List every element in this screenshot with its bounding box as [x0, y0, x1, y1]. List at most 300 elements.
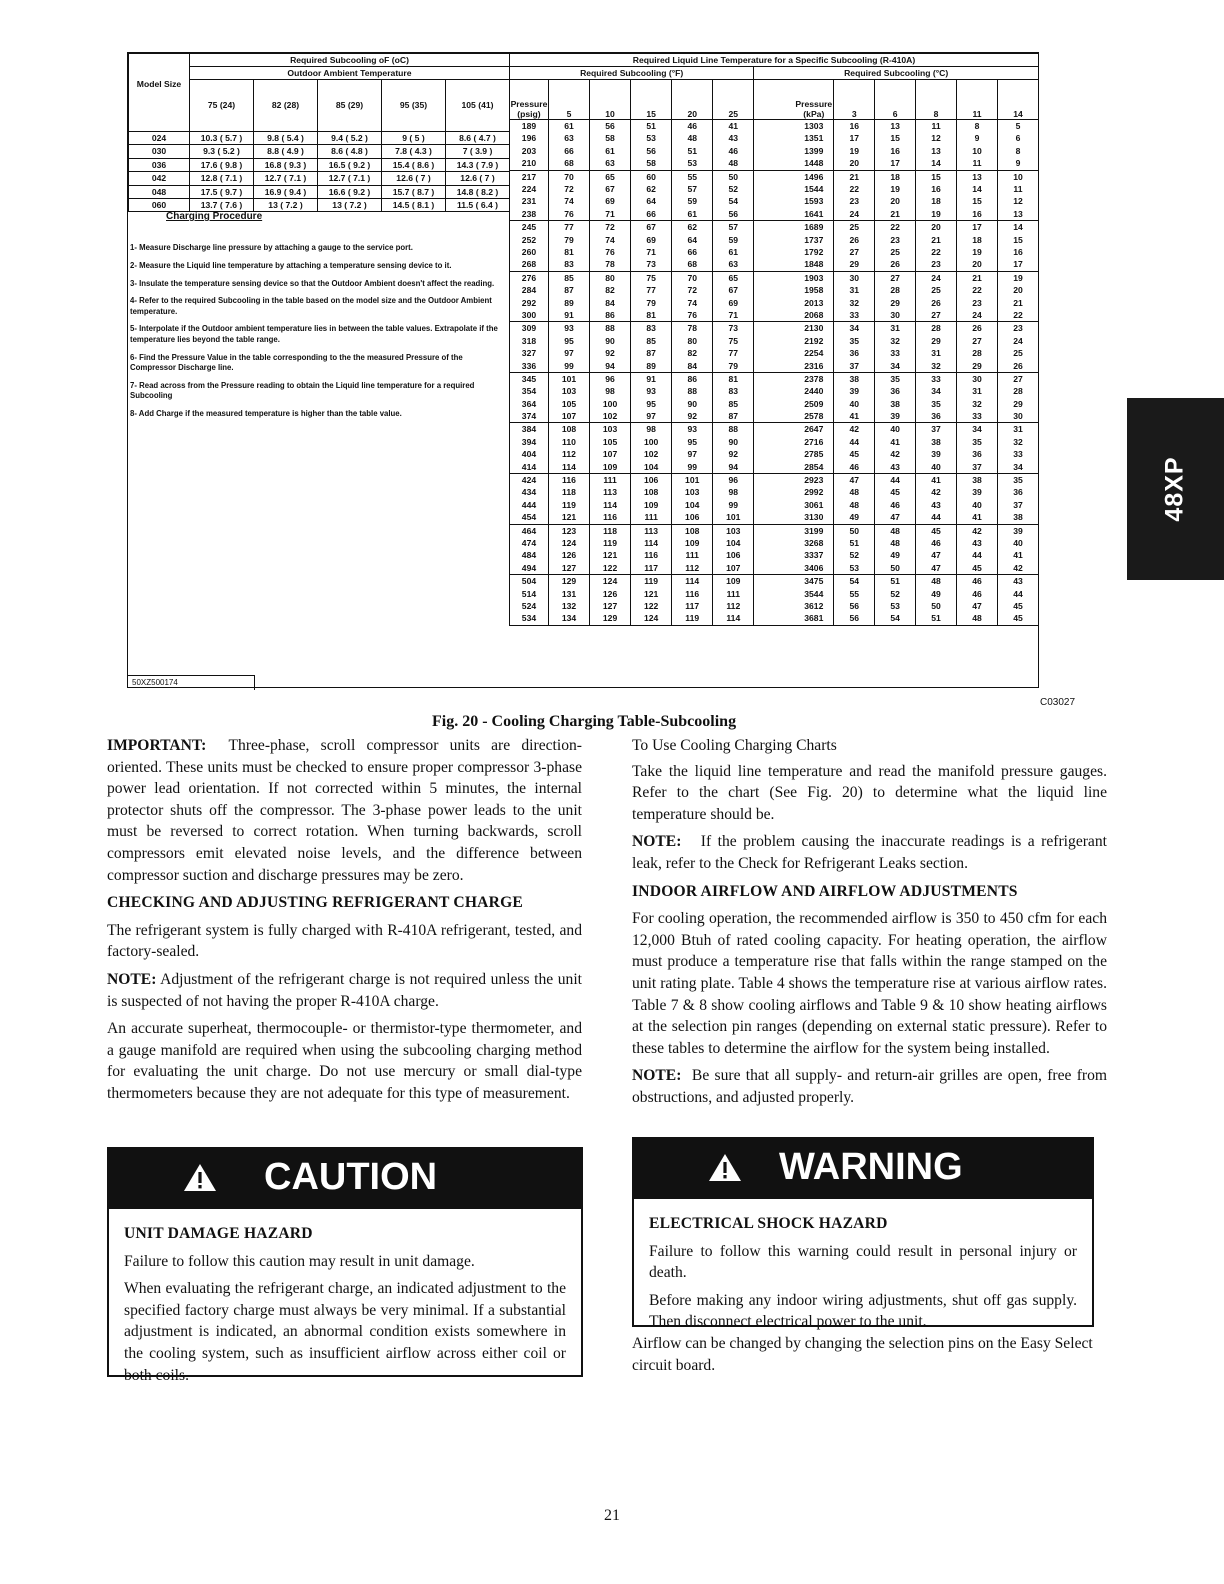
liquid-temp-cell: 46 — [957, 587, 998, 599]
pressure-cell: 327 — [510, 347, 549, 359]
liquid-temp-cell: 39 — [957, 486, 998, 498]
c-subcooling-header: 8 — [916, 80, 957, 120]
liquid-temp-cell: 18 — [875, 170, 916, 183]
liquid-temp-cell: 118 — [548, 486, 589, 498]
liquid-temp-cell: 104 — [631, 461, 672, 474]
subcooling-cell: 12.7 ( 7.1 ) — [254, 172, 318, 185]
liquid-temp-cell: 71 — [713, 309, 754, 322]
liquid-temp-cell: 118 — [590, 524, 631, 537]
liquid-temp-cell: 47 — [875, 511, 916, 524]
liquid-temp-cell: 13 — [916, 145, 957, 157]
liquid-temp-cell: 50 — [916, 600, 957, 612]
liquid-temp-cell: 38 — [997, 511, 1038, 524]
liquid-temp-row — [510, 234, 1039, 246]
liquid-temp-cell: 19 — [834, 145, 875, 157]
liquid-temp-row — [510, 296, 1039, 308]
liquid-temp-cell: 23 — [997, 322, 1038, 335]
pressure-cell: 404 — [510, 448, 549, 460]
liquid-temp-cell: 52 — [713, 183, 754, 195]
liquid-temp-cell: 105 — [548, 398, 589, 410]
liquid-temp-cell: 46 — [713, 145, 754, 157]
liquid-temp-cell: 42 — [834, 423, 875, 436]
liquid-temp-cell: 71 — [631, 246, 672, 258]
liquid-temp-cell: 119 — [631, 575, 672, 588]
liquid-temp-cell: 72 — [548, 183, 589, 195]
pressure-cell: 2130 — [754, 322, 834, 335]
pressure-cell: 444 — [510, 499, 549, 511]
c-title: Required Subcooling (°C) — [754, 67, 1039, 80]
warning-title: ELECTRICAL SHOCK HAZARD — [649, 1215, 888, 1232]
liquid-temp-cell: 119 — [672, 612, 713, 625]
liquid-temp-cell: 47 — [957, 600, 998, 612]
liquid-temp-cell: 82 — [672, 347, 713, 359]
refrigerant-paragraph: The refrigerant system is fully charged with R-410A refrigerant, tested, and factory-sealed. — [107, 921, 582, 961]
liquid-temp-cell: 35 — [875, 372, 916, 385]
liquid-temp-cell: 87 — [713, 410, 754, 423]
liquid-temp-cell: 69 — [631, 234, 672, 246]
liquid-temp-cell: 26 — [957, 322, 998, 335]
liquid-temp-cell: 111 — [631, 511, 672, 524]
pressure-cell: 284 — [510, 284, 549, 296]
pressure-cell: 1593 — [754, 195, 834, 207]
liquid-temp-cell: 22 — [957, 284, 998, 296]
liquid-temp-cell: 14 — [997, 221, 1038, 234]
liquid-temp-cell: 113 — [590, 486, 631, 498]
liquid-temp-cell: 35 — [957, 436, 998, 448]
liquid-temp-cell: 69 — [590, 195, 631, 207]
liquid-temp-cell: 46 — [875, 499, 916, 511]
liquid-temp-cell: 51 — [672, 145, 713, 157]
pressure-cell: 534 — [510, 612, 549, 625]
ambient-temp-header: 75 (24) — [190, 80, 254, 132]
pressure-cell: 394 — [510, 436, 549, 448]
liquid-temp-cell: 42 — [916, 486, 957, 498]
liquid-temp-cell: 113 — [631, 524, 672, 537]
liquid-temp-cell: 54 — [713, 195, 754, 207]
liquid-temp-cell: 20 — [957, 258, 998, 271]
liquid-temp-cell: 112 — [672, 562, 713, 575]
pressure-cell: 2316 — [754, 359, 834, 372]
procedure-steps — [130, 243, 500, 427]
liquid-temp-cell: 69 — [713, 296, 754, 308]
liquid-temp-row — [510, 195, 1039, 207]
subcooling-rows — [129, 132, 510, 212]
liquid-temp-cell: 9 — [997, 157, 1038, 170]
subcooling-row — [129, 172, 510, 185]
liquid-temp-cell: 50 — [834, 524, 875, 537]
model-size-cell: 048 — [129, 185, 190, 198]
subcooling-cell: 8.8 ( 4.9 ) — [254, 145, 318, 158]
liquid-temp-cell: 67 — [713, 284, 754, 296]
pressure-cell: 292 — [510, 296, 549, 308]
liquid-temp-cell: 16 — [834, 120, 875, 133]
liquid-temp-cell: 74 — [590, 234, 631, 246]
pressure-cell: 3130 — [754, 511, 834, 524]
liquid-temp-cell: 30 — [834, 271, 875, 284]
liquid-temp-cell: 134 — [548, 612, 589, 625]
liquid-temp-cell: 66 — [672, 246, 713, 258]
pressure-cell: 384 — [510, 423, 549, 436]
liquid-temp-cell: 31 — [997, 423, 1038, 436]
liquid-temp-cell: 17 — [875, 157, 916, 170]
liquid-temp-cell: 96 — [590, 372, 631, 385]
procedure-step: 5- Interpolate if the Outdoor ambient temperature lies in between the table values. Extrapolate if the temperature lies beyond the table range. — [130, 324, 498, 344]
pressure-cell: 336 — [510, 359, 549, 372]
pressure-cell: 210 — [510, 157, 549, 170]
liquid-temp-cell: 43 — [713, 132, 754, 144]
pressure-cell: 1303 — [754, 120, 834, 133]
pressure-cell: 374 — [510, 410, 549, 423]
liquid-rows — [510, 120, 1039, 626]
pressure-cell: 345 — [510, 372, 549, 385]
liquid-temp-cell: 98 — [590, 385, 631, 397]
liquid-temp-cell: 46 — [957, 575, 998, 588]
liquid-temp-cell: 112 — [713, 600, 754, 612]
liquid-temp-cell: 21 — [834, 170, 875, 183]
liquid-temp-cell: 63 — [590, 157, 631, 170]
pressure-cell: 3268 — [754, 537, 834, 549]
refrigerant-heading: CHECKING AND ADJUSTING REFRIGERANT CHARGE — [107, 894, 524, 912]
liquid-temp-cell: 82 — [590, 284, 631, 296]
liquid-temp-row — [510, 132, 1039, 144]
liquid-temp-cell: 27 — [997, 372, 1038, 385]
liquid-temp-cell: 20 — [997, 284, 1038, 296]
liquid-temp-cell: 46 — [916, 537, 957, 549]
liquid-temp-cell: 37 — [997, 499, 1038, 511]
liquid-temp-cell: 64 — [631, 195, 672, 207]
liquid-temp-cell: 90 — [590, 335, 631, 347]
liquid-temp-cell: 126 — [548, 549, 589, 561]
liquid-temp-cell: 76 — [590, 246, 631, 258]
pressure-cell: 276 — [510, 271, 549, 284]
procedure-step: 4- Refer to the required Subcooling in the table based on the model size and the Outdoor Ambient temperature. — [130, 296, 492, 316]
liquid-temp-cell: 78 — [672, 322, 713, 335]
liquid-temp-cell: 114 — [672, 575, 713, 588]
ambient-temp-header: 82 (28) — [254, 80, 318, 132]
liquid-temp-cell: 10 — [997, 170, 1038, 183]
airflow-heading: INDOOR AIRFLOW AND AIRFLOW ADJUSTMENTS — [632, 882, 1018, 900]
pressure-cell: 1903 — [754, 271, 834, 284]
liquid-temp-cell: 19 — [916, 208, 957, 221]
liquid-temp-cell: 107 — [713, 562, 754, 575]
liquid-temp-cell: 32 — [834, 296, 875, 308]
liquid-temp-cell: 34 — [997, 461, 1038, 474]
liquid-temp-cell: 129 — [548, 575, 589, 588]
liquid-temp-cell: 111 — [672, 549, 713, 561]
liquid-temp-cell: 33 — [834, 309, 875, 322]
subcooling-cell: 16.6 ( 9.2 ) — [318, 185, 382, 198]
liquid-temp-cell: 20 — [875, 195, 916, 207]
liquid-temp-cell: 89 — [548, 296, 589, 308]
liquid-temp-cell: 124 — [548, 537, 589, 549]
subcooling-cell: 15.4 ( 8.6 ) — [382, 158, 446, 171]
pressure-cell: 1496 — [754, 170, 834, 183]
subcooling-cell: 16.8 ( 9.3 ) — [254, 158, 318, 171]
liquid-temp-cell: 122 — [631, 600, 672, 612]
liquid-temp-cell: 68 — [548, 157, 589, 170]
liquid-temp-cell: 81 — [631, 309, 672, 322]
subcooling-cell: 8.6 ( 4.8 ) — [318, 145, 382, 158]
pressure-cell: 464 — [510, 524, 549, 537]
liquid-temp-cell: 20 — [834, 157, 875, 170]
pressure-cell: 2785 — [754, 448, 834, 460]
subcooling-cell: 11.5 ( 6.4 ) — [446, 198, 510, 211]
liquid-temp-cell: 9 — [957, 132, 998, 144]
warning-text-1: Failure to follow this warning could result in personal injury or death. — [649, 1242, 1077, 1282]
liquid-temp-cell: 101 — [672, 473, 713, 486]
liquid-temp-cell: 119 — [548, 499, 589, 511]
liquid-temp-cell: 92 — [713, 448, 754, 460]
pressure-kpa-header: Pressure (kPa) — [754, 80, 834, 120]
liquid-temp-cell: 70 — [672, 271, 713, 284]
liquid-temp-cell: 127 — [548, 562, 589, 575]
liquid-temp-cell: 117 — [672, 600, 713, 612]
liquid-temp-cell: 49 — [834, 511, 875, 524]
subcooling-row — [129, 145, 510, 158]
liquid-temp-cell: 43 — [957, 537, 998, 549]
liquid-temp-cell: 72 — [672, 284, 713, 296]
liquid-temp-cell: 21 — [997, 296, 1038, 308]
liquid-temp-cell: 39 — [834, 385, 875, 397]
pressure-cell: 268 — [510, 258, 549, 271]
liquid-temp-cell: 30 — [875, 309, 916, 322]
liquid-temp-row — [510, 359, 1039, 372]
liquid-temp-cell: 88 — [672, 385, 713, 397]
liquid-temp-cell: 14 — [957, 183, 998, 195]
right-column-headers — [510, 80, 1039, 120]
liquid-temp-cell: 5 — [997, 120, 1038, 133]
liquid-temp-cell: 85 — [631, 335, 672, 347]
liquid-temp-cell: 19 — [957, 246, 998, 258]
liquid-temp-row — [510, 549, 1039, 561]
subcooling-cell: 13 ( 7.2 ) — [318, 198, 382, 211]
liquid-temp-cell: 47 — [916, 549, 957, 561]
f-subcooling-header: 5 — [548, 80, 589, 120]
part-number: 50XZ500174 — [128, 675, 255, 690]
warning-triangle-icon — [707, 1152, 743, 1183]
liquid-temp-cell: 26 — [997, 359, 1038, 372]
liquid-temp-cell: 62 — [672, 221, 713, 234]
pressure-cell: 3475 — [754, 575, 834, 588]
liquid-temp-cell: 99 — [548, 359, 589, 372]
liquid-temp-row — [510, 612, 1039, 625]
liquid-temp-cell: 27 — [957, 335, 998, 347]
liquid-temp-cell: 18 — [957, 234, 998, 246]
liquid-temp-cell: 40 — [834, 398, 875, 410]
liquid-temp-cell: 22 — [834, 183, 875, 195]
pressure-cell: 1689 — [754, 221, 834, 234]
liquid-temp-cell: 110 — [548, 436, 589, 448]
c-subcooling-header: 11 — [957, 80, 998, 120]
liquid-temp-cell: 17 — [834, 132, 875, 144]
liquid-temp-cell: 46 — [834, 461, 875, 474]
liquid-temp-cell: 49 — [916, 587, 957, 599]
pressure-cell: 1351 — [754, 132, 834, 144]
liquid-temp-row — [510, 284, 1039, 296]
liquid-temp-row — [510, 499, 1039, 511]
liquid-temp-cell: 74 — [672, 296, 713, 308]
liquid-temp-cell: 28 — [957, 347, 998, 359]
liquid-temp-cell: 39 — [997, 524, 1038, 537]
liquid-temp-row — [510, 562, 1039, 575]
pressure-cell: 2716 — [754, 436, 834, 448]
subcooling-cell: 9.3 ( 5.2 ) — [190, 145, 254, 158]
liquid-temp-cell: 47 — [834, 473, 875, 486]
liquid-temp-cell: 25 — [875, 246, 916, 258]
liquid-temp-cell: 79 — [631, 296, 672, 308]
liquid-temp-cell: 48 — [916, 575, 957, 588]
liquid-temp-cell: 16 — [916, 183, 957, 195]
liquid-temp-cell: 106 — [631, 473, 672, 486]
liquid-temp-cell: 34 — [875, 359, 916, 372]
ambient-title: Outdoor Ambient Temperature — [190, 67, 510, 80]
liquid-temp-cell: 46 — [672, 120, 713, 133]
liquid-temp-cell: 39 — [875, 410, 916, 423]
liquid-temp-cell: 50 — [875, 562, 916, 575]
liquid-temp-cell: 48 — [713, 157, 754, 170]
pressure-cell: 260 — [510, 246, 549, 258]
liquid-temp-cell: 28 — [916, 322, 957, 335]
liquid-temp-cell: 132 — [548, 600, 589, 612]
liquid-temp-cell: 63 — [548, 132, 589, 144]
liquid-temp-cell: 85 — [548, 271, 589, 284]
liquid-temp-cell: 23 — [916, 258, 957, 271]
liquid-temp-cell: 87 — [631, 347, 672, 359]
liquid-temp-cell: 92 — [590, 347, 631, 359]
liquid-temp-cell: 104 — [713, 537, 754, 549]
subcooling-cell: 14.3 ( 7.9 ) — [446, 158, 510, 171]
ambient-temp-header: 85 (29) — [318, 80, 382, 132]
liquid-temp-cell: 8 — [957, 120, 998, 133]
liquid-temp-cell: 11 — [957, 157, 998, 170]
liquid-temp-cell: 101 — [548, 372, 589, 385]
liquid-temp-row — [510, 335, 1039, 347]
liquid-temp-cell: 53 — [834, 562, 875, 575]
liquid-temp-cell: 42 — [957, 524, 998, 537]
charging-figure — [127, 52, 1039, 688]
liquid-temp-cell: 114 — [548, 461, 589, 474]
subcooling-cell: 12.7 ( 7.1 ) — [318, 172, 382, 185]
liquid-temp-cell: 33 — [997, 448, 1038, 460]
liquid-temp-cell: 44 — [834, 436, 875, 448]
liquid-temp-cell: 85 — [713, 398, 754, 410]
subcooling-cell: 7.8 ( 4.3 ) — [382, 145, 446, 158]
liquid-temp-cell: 87 — [548, 284, 589, 296]
liquid-temp-cell: 56 — [713, 208, 754, 221]
liquid-temp-cell: 23 — [875, 234, 916, 246]
liquid-temp-cell: 109 — [672, 537, 713, 549]
liquid-temp-cell: 29 — [875, 296, 916, 308]
charts-title: To Use Cooling Charging Charts — [632, 737, 837, 754]
pressure-cell: 514 — [510, 587, 549, 599]
liquid-temp-cell: 45 — [916, 524, 957, 537]
liquid-temp-cell: 15 — [997, 234, 1038, 246]
procedure-step: 2- Measure the Liquid line temperature by attaching a temperature sensing device to it. — [130, 260, 452, 270]
important-paragraph: IMPORTANT: Three-phase, scroll compressor units are direction-oriented. These units must be checked to ensure proper compressor 3-phase power lead orientation. If not corrected within 5 minutes, the internal protector shuts off the compressor. The 3-phase power leads to the unit must be reversed to correct rotation. When turning backwards, scroll compressors emit elevated noise levels, and the difference between compressor suction and discharge pressures may be zero. — [107, 737, 582, 884]
liquid-temp-cell: 21 — [916, 234, 957, 246]
liquid-temp-cell: 35 — [834, 335, 875, 347]
subcooling-row — [129, 132, 510, 145]
subcooling-cell: 12.8 ( 7.1 ) — [190, 172, 254, 185]
liquid-temp-cell: 72 — [590, 221, 631, 234]
liquid-temp-cell: 59 — [713, 234, 754, 246]
liquid-temp-cell: 93 — [548, 322, 589, 335]
liquid-temp-cell: 22 — [997, 309, 1038, 322]
liquid-temp-cell: 45 — [997, 612, 1038, 625]
warning-label: WARNING — [779, 1146, 963, 1188]
liquid-temp-cell: 62 — [631, 183, 672, 195]
subcooling-cell: 7 ( 3.9 ) — [446, 145, 510, 158]
liquid-temp-cell: 55 — [672, 170, 713, 183]
pressure-cell: 2440 — [754, 385, 834, 397]
liquid-temp-cell: 93 — [631, 385, 672, 397]
liquid-temp-cell: 54 — [834, 575, 875, 588]
liquid-temp-cell: 43 — [997, 575, 1038, 588]
liquid-temp-cell: 107 — [590, 448, 631, 460]
liquid-temp-row — [510, 423, 1039, 436]
liquid-temp-cell: 33 — [875, 347, 916, 359]
pressure-cell: 2578 — [754, 410, 834, 423]
pressure-cell: 2013 — [754, 296, 834, 308]
liquid-temp-cell: 51 — [916, 612, 957, 625]
liquid-temp-row — [510, 600, 1039, 612]
liquid-temp-cell: 117 — [631, 562, 672, 575]
liquid-temp-cell: 114 — [631, 537, 672, 549]
liquid-temp-cell: 51 — [631, 120, 672, 133]
liquid-temp-cell: 26 — [834, 234, 875, 246]
liquid-temp-cell: 34 — [916, 385, 957, 397]
subcooling-cell: 12.6 ( 7 ) — [446, 172, 510, 185]
liquid-temp-cell: 17 — [997, 258, 1038, 271]
liquid-temp-cell: 48 — [834, 486, 875, 498]
pressure-cell: 309 — [510, 322, 549, 335]
leak-note: NOTE: If the problem causing the inaccurate readings is a refrigerant leak, refer to the Check for Refrigerant Leaks section. — [632, 833, 1107, 872]
liquid-temp-cell: 112 — [548, 448, 589, 460]
liquid-temp-cell: 67 — [631, 221, 672, 234]
liquid-temp-row — [510, 246, 1039, 258]
pressure-cell: 3681 — [754, 612, 834, 625]
liquid-temp-cell: 76 — [548, 208, 589, 221]
liquid-temp-cell: 41 — [834, 410, 875, 423]
liquid-temp-cell: 96 — [713, 473, 754, 486]
liquid-temp-cell: 88 — [713, 423, 754, 436]
liquid-temp-cell: 97 — [631, 410, 672, 423]
liquid-temp-cell: 116 — [672, 587, 713, 599]
liquid-temp-cell: 14 — [916, 157, 957, 170]
liquid-temp-cell: 86 — [672, 372, 713, 385]
liquid-temp-cell: 100 — [631, 436, 672, 448]
liquid-temp-cell: 12 — [916, 132, 957, 144]
liquid-temp-row — [510, 511, 1039, 524]
liquid-temp-cell: 52 — [875, 587, 916, 599]
liquid-temp-cell: 18 — [916, 195, 957, 207]
liquid-temp-cell: 66 — [631, 208, 672, 221]
liquid-temp-cell: 84 — [590, 296, 631, 308]
liquid-temp-cell: 56 — [834, 612, 875, 625]
pressure-cell: 434 — [510, 486, 549, 498]
liquid-temp-row — [510, 258, 1039, 271]
pressure-cell: 1848 — [754, 258, 834, 271]
liquid-temp-cell: 29 — [834, 258, 875, 271]
pressure-cell: 189 — [510, 120, 549, 133]
model-size-cell: 042 — [129, 172, 190, 185]
liquid-temp-row — [510, 372, 1039, 385]
liquid-temp-cell: 99 — [672, 461, 713, 474]
liquid-temp-cell: 77 — [631, 284, 672, 296]
pressure-cell: 3061 — [754, 499, 834, 511]
liquid-temp-cell: 28 — [875, 284, 916, 296]
liquid-temp-cell: 31 — [957, 385, 998, 397]
